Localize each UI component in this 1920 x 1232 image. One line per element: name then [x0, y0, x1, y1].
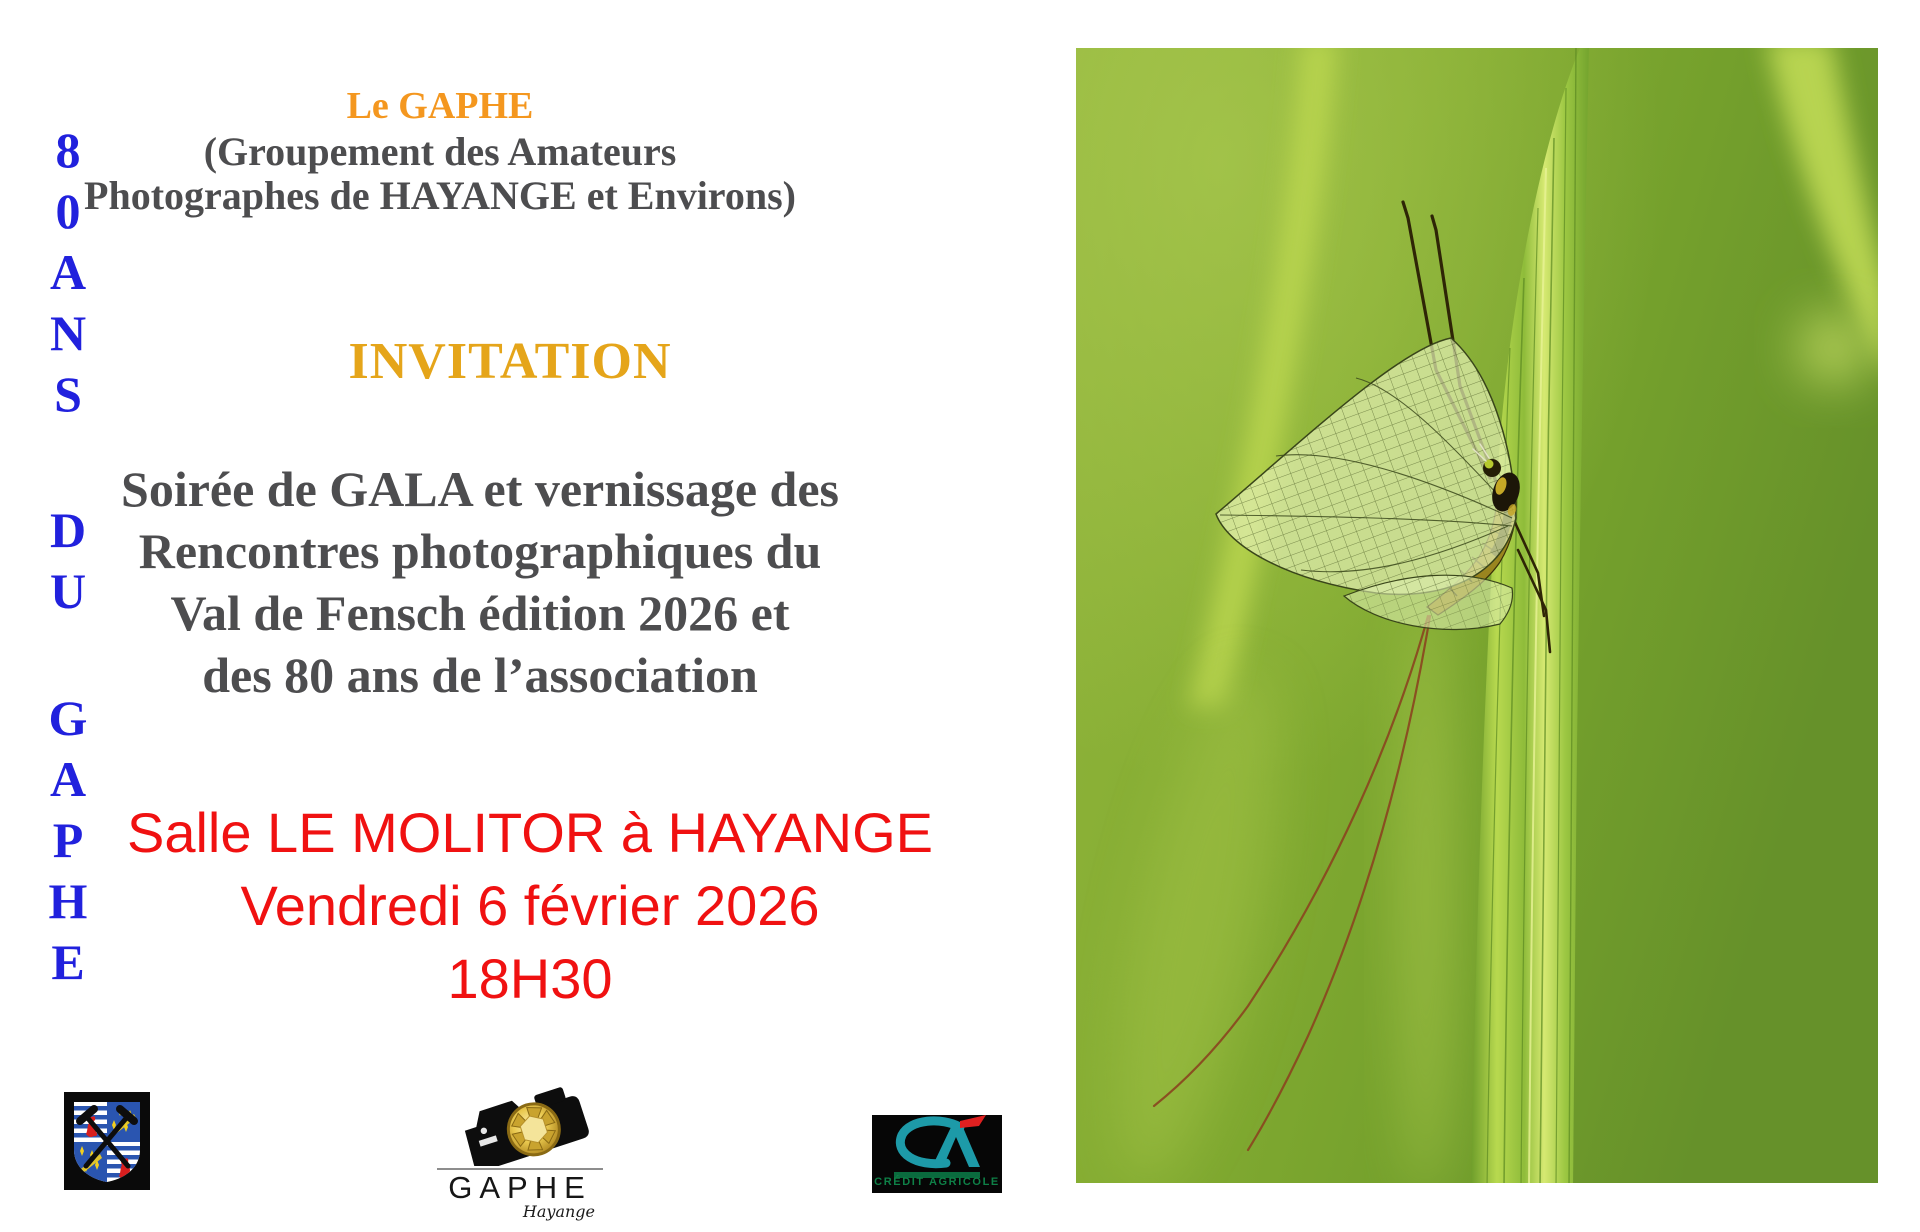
- gaphe-logo: [425, 1082, 615, 1227]
- event-details: [60, 796, 1000, 1015]
- hayange-coat-of-arms-icon: [64, 1092, 150, 1190]
- description-line: Rencontres photographiques du: [138, 523, 822, 579]
- banner-letter: P: [52, 812, 84, 868]
- banner-letter: A: [49, 244, 87, 300]
- banner-letter: N: [49, 305, 87, 361]
- description-line: Val de Fensch édition 2026 et: [170, 585, 790, 641]
- banner-letter: E: [51, 934, 85, 990]
- credit-agricole-name: CRÉDIT AGRICOLE: [874, 1176, 1000, 1188]
- gaphe-logo-city: Hayange: [522, 1202, 595, 1221]
- event-description: [20, 458, 940, 706]
- club-name: Le GAPHE: [346, 85, 534, 127]
- banner-letter: U: [49, 563, 87, 619]
- club-subtitle-line2: Photographes de HAYANGE et Environs): [84, 173, 796, 218]
- event-time: 18H30: [447, 947, 613, 1010]
- club-subtitle-line1: (Groupement des Amateurs: [203, 129, 677, 174]
- banner-letter: H: [48, 873, 88, 929]
- camera-icon: [425, 1082, 615, 1166]
- description-line: Soirée de GALA et vernissage des: [121, 461, 839, 517]
- event-date: Vendredi 6 février 2026: [240, 874, 820, 937]
- invitation-title: INVITATION: [348, 333, 672, 390]
- banner-letter: 8: [55, 122, 81, 178]
- header: [40, 82, 840, 218]
- banner-letter: A: [49, 751, 87, 807]
- gaphe-logo-name: GAPHE: [448, 1170, 592, 1205]
- banner-letter: D: [49, 502, 87, 558]
- banner-letter: 0: [55, 183, 81, 239]
- event-venue: Salle LE MOLITOR à HAYANGE: [126, 801, 934, 864]
- mayfly-photo: [1076, 48, 1878, 1183]
- description-line: des 80 ans de l’association: [202, 647, 758, 703]
- banner-letter: G: [48, 690, 88, 746]
- banner-letter: S: [54, 366, 82, 422]
- credit-agricole-logo: [872, 1115, 1002, 1193]
